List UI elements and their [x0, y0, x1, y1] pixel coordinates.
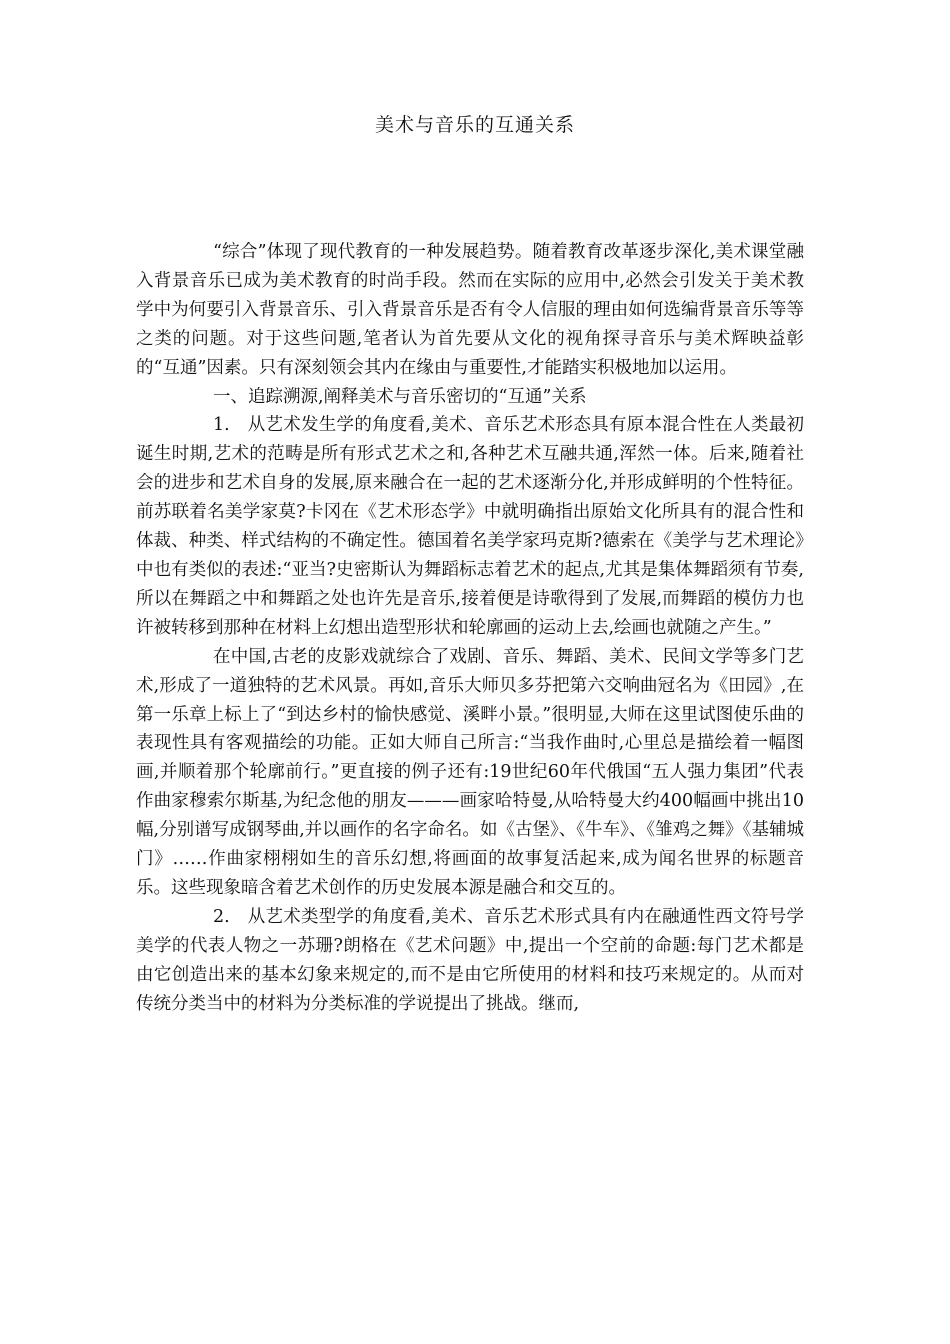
document-body — [136, 238, 804, 1018]
paragraph-intro: “综合”体现了现代教育的一种发展趋势。随着教育改革逐步深化,美术课堂融入背景音乐已成为美术教育的时尚手段。然而在实际的应用中,必然会引发关于美术教学中为何要引入背景音乐、引入背景音乐是否有令人信服的理由如何选编背景音乐等等之类的问题。对于这些问题,笔者认为首先要从文化的视角探寻音乐与美术辉映益彰的“互通”因素。只有深刻领会其内在缘由与重要性,才能踏实积极地加以运用。 — [136, 242, 804, 378]
document-title: 美术与音乐的互通关系 — [374, 114, 575, 136]
paragraph-china-examples: 在中国,古老的皮影戏就综合了戏剧、音乐、舞蹈、美术、民间文学等多门艺术,形成了一道独特的艺术风景。再如,音乐大师贝多芬把第六交响曲冠名为《田园》,在第一乐章上标上了“到达乡村的愉快感觉、溪畔小景。”很明显,大师在这里试图使乐曲的表现性具有客观描绘的功能。正如大师自己所言:“当我作曲时,心里总是描绘着一幅图画,并顺着那个轮廓前行。”更直接的例子还有:19世纪60年代俄国“五人强力集团”代表作曲家穆索尔斯基,为纪念他的朋友———画家哈特曼,从哈特曼大约400幅画中挑出10幅,分别谱写成钢琴曲,并以画作的名字命名。如《古堡》、《牛车》、《雏鸡之舞》《基辅城门》……作曲家栩栩如生的音乐幻想,将画面的故事复活起来,成为闻名世界的标题音乐。这些现象暗含着艺术创作的历史发展本源是融合和交互的。 — [136, 646, 804, 898]
paragraph-point-1: 1. 从艺术发生学的角度看,美术、音乐艺术形态具有原本混合性在人类最初诞生时期,艺术的范畴是所有形式艺术之和,各种艺术互融共通,浑然一体。后来,随着社会的进步和艺术自身的发展,原来融合在一起的艺术逐渐分化,并形成鲜明的个性特征。前苏联着名美学家莫?卡冈在《艺术形态学》中就明确指出原始文化所具有的混合性和体裁、种类、样式结构的不确定性。德国着名美学家玛克斯?德索在《美学与艺术理论》中也有类似的表述:“亚当?史密斯认为舞蹈标志着艺术的起点,尤其是集体舞蹈须有节奏,所以在舞蹈之中和舞蹈之处也许先是音乐,接着便是诗歌得到了发展,而舞蹈的模仿力也许被转移到那种在材料上幻想出造型形状和轮廓画的运动上去,绘画也就随之产生。” — [136, 415, 804, 638]
section-heading: 一、追踪溯源,阐释美术与音乐密切的“互通”关系 — [213, 386, 587, 407]
paragraph-point-2: 2. 从艺术类型学的角度看,美术、音乐艺术形式具有内在融通性西文符号学美学的代表人物之一苏珊?朗格在《艺术问题》中,提出一个空前的命题:每门艺术都是由它创造出来的基本幻象来规定的,而不是由它所使用的材料和技巧来规定的。从而对传统分类当中的材料为分类标准的学说提出了挑战。继而, — [136, 906, 804, 1014]
